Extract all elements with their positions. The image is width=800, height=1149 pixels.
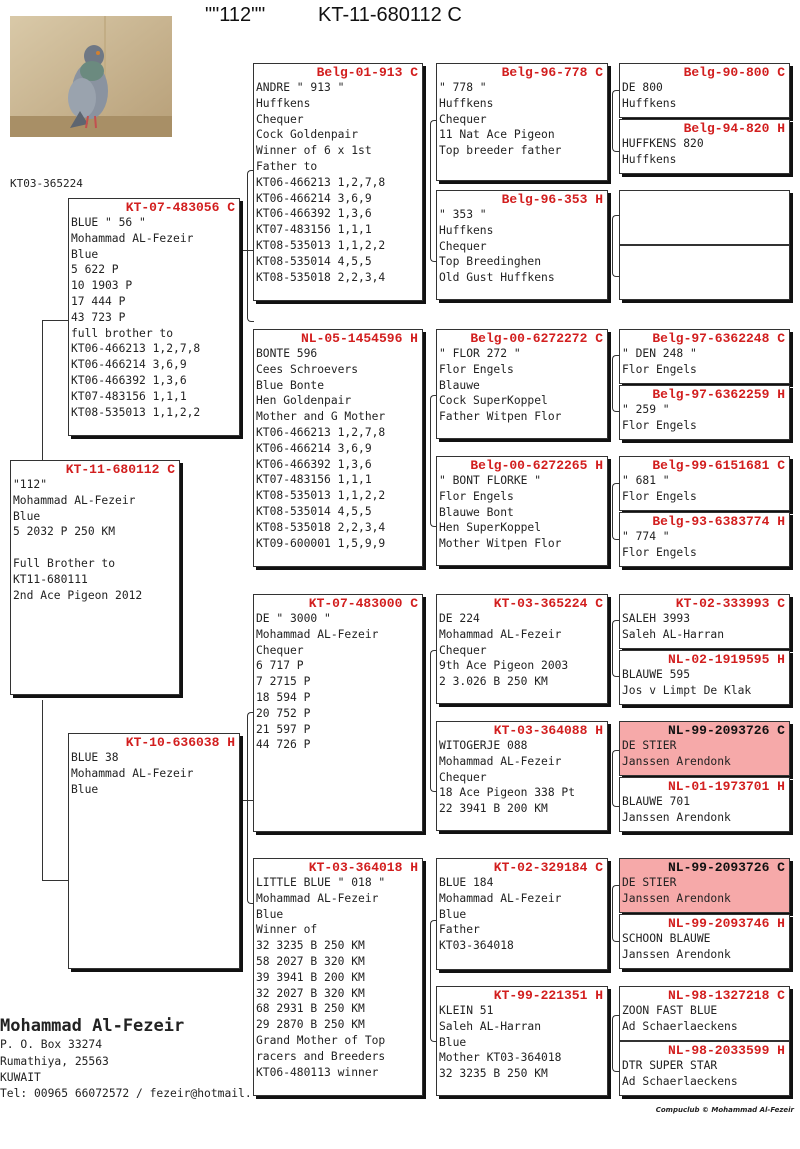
pedigree-line: Ad Schaerlaeckens [622,1019,738,1033]
pedigree-line: Blue [439,907,467,921]
pedigree-line: Blue Bonte [256,378,325,392]
pedigree-line: Janssen Arendonk [622,754,731,768]
pedigree-line: KT08-535018 2,2,3,4 [256,520,386,534]
pedigree-line: Blauwe [439,378,480,392]
pedigree-box-g4 [619,245,790,300]
ring-number: KT-99-221351 H [493,988,603,1003]
owner-address-line: P. O. Box 33274 [0,1038,103,1051]
pedigree-line: Winner of [256,923,318,937]
ring-number: KT-02-329184 C [493,860,603,875]
pedigree-line: 44 726 P [256,738,311,752]
pedigree-line: KT08-535018 2,2,3,4 [256,270,386,284]
pedigree-line: KT08-535014 4,5,5 [256,504,372,518]
pedigree-name-label: ""112"" [205,4,266,26]
pedigree-line: 32 2027 B 320 KM [256,986,365,1000]
ring-number: KT-11-680112 C [65,462,175,477]
pedigree-line: Huffkens [439,223,494,237]
pedigree-box-g9 [619,594,790,649]
pedigree-line: BONTE 596 [256,347,318,360]
pedigree-line: SCHOON BLAUWE [622,932,711,945]
pedigree-line: BLUE " 56 " [71,216,146,229]
pedigree-box-b-sdd [436,456,608,566]
pedigree-line: Cock Goldenpair [256,128,359,142]
ring-number: Belg-01-913 C [316,65,418,80]
pedigree-line: Chequer [256,643,304,657]
pedigree-line: Janssen Arendonk [622,810,731,824]
ring-number: NL-02-1919595 H [667,652,785,667]
pedigree-line: Jos v Limpt De Klak [622,683,752,697]
pedigree-line: Flor Engels [622,418,697,432]
pedigree-box-g10 [619,650,790,705]
pedigree-line: " 774 " [622,530,670,543]
pedigree-line: 39 3941 B 200 KM [256,970,365,984]
ring-number: NL-98-1327218 C [667,988,785,1003]
pedigree-line: BLUE 38 [71,751,119,764]
pedigree-box-b-ssd [436,190,608,300]
ring-number: NL-99-2093726 C [667,723,785,738]
pedigree-line: KT06-466213 1,2,7,8 [71,342,201,356]
pedigree-line: Flor Engels [439,489,514,503]
pedigree-line: KT06-466392 1,3,6 [71,373,187,387]
ring-number: KT-03-364018 H [308,860,418,875]
ring-number: Belg-90-800 C [683,65,785,80]
pigeon-photo [10,16,172,137]
pedigree-line: 21 597 P [256,722,311,736]
pedigree-line: ZOON FAST BLUE [622,1004,718,1017]
pedigree-box-b-dam [68,733,240,969]
pedigree-box-g7 [619,456,790,511]
pedigree-line: Flor Engels [439,362,514,376]
pedigree-line: Grand Mother of Top [256,1033,386,1047]
pedigree-line: Blue [256,907,284,921]
pedigree-line: " 778 " [439,81,487,94]
pedigree-box-g15 [619,986,790,1041]
pedigree-box-g8 [619,512,790,567]
pedigree-line: Father Witpen Flor [439,410,562,424]
owner-contact: Tel: 00965 66072572 / fezeir@hotmail. [0,1087,252,1100]
pedigree-line: 2 3.026 B 250 KM [439,675,548,689]
pedigree-line: " 681 " [622,474,670,487]
pedigree-line: KT03-364018 [439,939,514,953]
pedigree-box-g2 [619,119,790,174]
pedigree-line: Blue [13,509,41,523]
pedigree-line: Saleh AL-Harran [439,1019,542,1033]
pedigree-line: KT08-535014 4,5,5 [256,254,372,268]
ring-number: Belg-99-6151681 C [652,458,785,473]
pedigree-line: KT06-466214 3,6,9 [71,358,187,372]
pedigree-line: KT06-466392 1,3,6 [256,207,372,221]
pedigree-box-b-sd [253,329,423,567]
ring-number: KT-10-636038 H [125,735,235,750]
pedigree-line: 17 444 P [71,294,126,308]
pedigree-line: Saleh AL-Harran [622,627,725,641]
pedigree-line: KT06-466213 1,2,7,8 [256,175,386,189]
pedigree-box-g3 [619,190,790,245]
ring-number: NL-98-2033599 H [667,1043,785,1058]
ring-number: Belg-97-6362248 C [652,331,785,346]
pedigree-line: 2nd Ace Pigeon 2012 [13,588,143,602]
pedigree-line: Top breeder father [439,144,562,158]
pedigree-box-g1 [619,63,790,118]
pedigree-line: KT06-480113 winner [256,1065,379,1079]
pedigree-line: 5 622 P [71,263,119,277]
pedigree-line: Chequer [256,112,304,126]
pedigree-line: 32 3235 B 250 KM [256,939,365,953]
pedigree-line: 11 Nat Ace Pigeon [439,128,555,142]
pedigree-line: DE " 3000 " [256,612,331,625]
pedigree-line: Old Gust Huffkens [439,271,555,285]
pedigree-line: Huffkens [622,96,677,110]
pedigree-line: KT11-680111 [13,572,88,586]
pedigree-line: " BONT FLORKE " [439,474,542,487]
pedigree-line: Blue [439,1035,467,1049]
pedigree-line: DE STIER [622,876,677,889]
pedigree-box-g12 [619,777,790,832]
pedigree-line: BLAUWE 595 [622,668,691,681]
pedigree-line: DE 224 [439,612,480,625]
pedigree-line: KT09-600001 1,5,9,9 [256,536,386,550]
pedigree-line: KT06-466392 1,3,6 [256,457,372,471]
ring-number: Belg-96-778 C [501,65,603,80]
pedigree-line: HUFFKENS 820 [622,137,704,150]
pedigree-line: 68 2931 B 250 KM [256,1002,365,1016]
pedigree-line: Mohammad AL-Fezeir [71,766,194,780]
pedigree-line: Huffkens [439,96,494,110]
pedigree-line: 29 2870 B 250 KM [256,1018,365,1032]
pedigree-box-b-dds [436,858,608,970]
ring-number: KT-02-333993 C [675,596,785,611]
pedigree-line: Top Breedinghen [439,255,542,269]
pedigree-line: 43 723 P [71,310,126,324]
pedigree-box-g11 [619,721,790,776]
pedigree-box-b-dss [436,594,608,704]
pedigree-line: 20 752 P [256,706,311,720]
pedigree-line: DE 800 [622,81,663,94]
pedigree-line: Blue [71,247,99,261]
pedigree-line: Huffkens [622,152,677,166]
pedigree-line: Mother and G Mother [256,410,386,424]
pedigree-line: KT06-466214 3,6,9 [256,441,372,455]
pedigree-line: Mohammad AL-Fezeir [71,231,194,245]
pedigree-line: KLEIN 51 [439,1004,494,1017]
pedigree-line: Chequer [439,239,487,253]
pedigree-line: Mohammad AL-Fezeir [256,627,379,641]
pedigree-line: KT06-466214 3,6,9 [256,191,372,205]
pedigree-line: Flor Engels [622,489,697,503]
pedigree-line: Father to [256,159,318,173]
ring-number [620,246,789,247]
pedigree-line: 10 1903 P [71,279,133,293]
pedigree-line: full brother to [71,326,174,340]
pedigree-line: Mohammad AL-Fezeir [439,891,562,905]
pedigree-line: Mohammad AL-Fezeir [13,493,136,507]
pedigree-line: Chequer [439,643,487,657]
pedigree-box-b-dsd [436,721,608,831]
ring-number: NL-01-1973701 H [667,779,785,794]
pedigree-line: Mohammad AL-Fezeir [439,627,562,641]
pedigree-line: 5 2032 P 250 KM [13,525,116,539]
ring-number: KT-03-364088 H [493,723,603,738]
pedigree-line: racers and Breeders [256,1049,386,1063]
pedigree-line: SALEH 3993 [622,612,691,625]
pedigree-line: Chequer [439,770,487,784]
pedigree-line: Mother Witpen Flor [439,537,562,551]
pedigree-line: WITOGERJE 088 [439,739,528,752]
pedigree-line: DE STIER [622,739,677,752]
ring-number: Belg-00-6272265 H [470,458,603,473]
pedigree-line: Chequer [439,112,487,126]
ring-number: NL-05-1454596 H [300,331,418,346]
pedigree-box-b-ss [253,63,423,301]
pedigree-line: Ad Schaerlaeckens [622,1074,738,1088]
pedigree-line: Full Brother to [13,556,116,570]
pedigree-box-b-sire [68,198,240,436]
ring-number: Belg-00-6272272 C [470,331,603,346]
pedigree-line: 18 594 P [256,690,311,704]
pedigree-line: Hen SuperKoppel [439,521,542,535]
pedigree-line [11,540,179,556]
pedigree-title-ring: KT-11-680112 C [318,4,462,26]
pedigree-line: BLAUWE 701 [622,795,691,808]
ring-number: KT-03-365224 C [493,596,603,611]
pedigree-box-g5 [619,329,790,384]
pedigree-line: Blauwe Bont [439,505,514,519]
pedigree-box-b-ddd [436,986,608,1096]
pedigree-box-g13 [619,858,790,913]
pedigree-line: DTR SUPER STAR [622,1059,718,1072]
pedigree-line: Flor Engels [622,545,697,559]
copyright-footer: Compuclub © Mohammad Al-Fezeir [655,1106,794,1114]
ring-number: KT-07-483000 C [308,596,418,611]
ring-number: Belg-94-820 H [683,121,785,136]
pedigree-line: ANDRE " 913 " [256,81,345,94]
pedigree-line: Hen Goldenpair [256,394,352,408]
pedigree-line: " DEN 248 " [622,347,697,360]
pedigree-line: 32 3235 B 250 KM [439,1067,548,1081]
pedigree-line: Huffkens [256,96,311,110]
pedigree-line: " FLOR 272 " [439,347,521,360]
ring-number: KT-07-483056 C [125,200,235,215]
pedigree-line: Flor Engels [622,362,697,376]
pedigree-line: 58 2027 B 320 KM [256,954,365,968]
owner-country: KUWAIT [0,1071,41,1084]
pedigree-line: Mohammad AL-Fezeir [439,754,562,768]
pedigree-line: " 353 " [439,208,487,221]
pedigree-line: Janssen Arendonk [622,947,731,961]
owner-name: Mohammad Al-Fezeir [0,1016,185,1036]
pedigree-line: " 259 " [622,403,670,416]
ring-number [620,191,789,192]
ring-number: Belg-96-353 H [501,192,603,207]
pedigree-line: Cock SuperKoppel [439,394,548,408]
pedigree-line: KT08-535013 1,1,2,2 [71,405,201,419]
pedigree-box-g6 [619,385,790,440]
pedigree-line: KT08-535013 1,1,2,2 [256,489,386,503]
pedigree-line: 18 Ace Pigeon 338 Pt [439,786,576,800]
ring-number: NL-99-2093746 H [667,916,785,931]
pedigree-box-b-ds [253,594,423,832]
pedigree-box-b-dd [253,858,423,1096]
pedigree-line: 7 2715 P [256,675,311,689]
pedigree-line: Winner of 6 x 1st [256,144,372,158]
pedigree-line: LITTLE BLUE " 018 " [256,876,386,889]
pedigree-line: BLUE 184 [439,876,494,889]
pedigree-line: Father [439,923,480,937]
side-ring-code: KT03-365224 [10,177,83,190]
pedigree-box-b-subject [10,460,180,695]
pedigree-line: KT07-483156 1,1,1 [71,389,187,403]
pedigree-line: KT07-483156 1,1,1 [256,223,372,237]
pedigree-box-g16 [619,1041,790,1096]
pedigree-box-b-sss [436,63,608,181]
pedigree-line: Janssen Arendonk [622,891,731,905]
pedigree-line: KT06-466213 1,2,7,8 [256,425,386,439]
pedigree-box-g14 [619,914,790,969]
pedigree-line: 6 717 P [256,659,304,673]
pedigree-line: 9th Ace Pigeon 2003 [439,659,569,673]
pedigree-line: 22 3941 B 200 KM [439,802,548,816]
ring-number: Belg-97-6362259 H [652,387,785,402]
ring-number: NL-99-2093726 C [667,860,785,875]
pedigree-line: Blue [71,782,99,796]
pedigree-line: KT07-483156 1,1,1 [256,473,372,487]
pedigree-line: KT08-535013 1,1,2,2 [256,238,386,252]
pedigree-line: Mother KT03-364018 [439,1051,562,1065]
owner-address-line: Rumathiya, 25563 [0,1055,109,1068]
pedigree-line: "112" [13,478,48,491]
ring-number: Belg-93-6383774 H [652,514,785,529]
pedigree-line: Cees Schroevers [256,362,359,376]
pedigree-box-b-sds [436,329,608,439]
pedigree-line: Mohammad AL-Fezeir [256,891,379,905]
